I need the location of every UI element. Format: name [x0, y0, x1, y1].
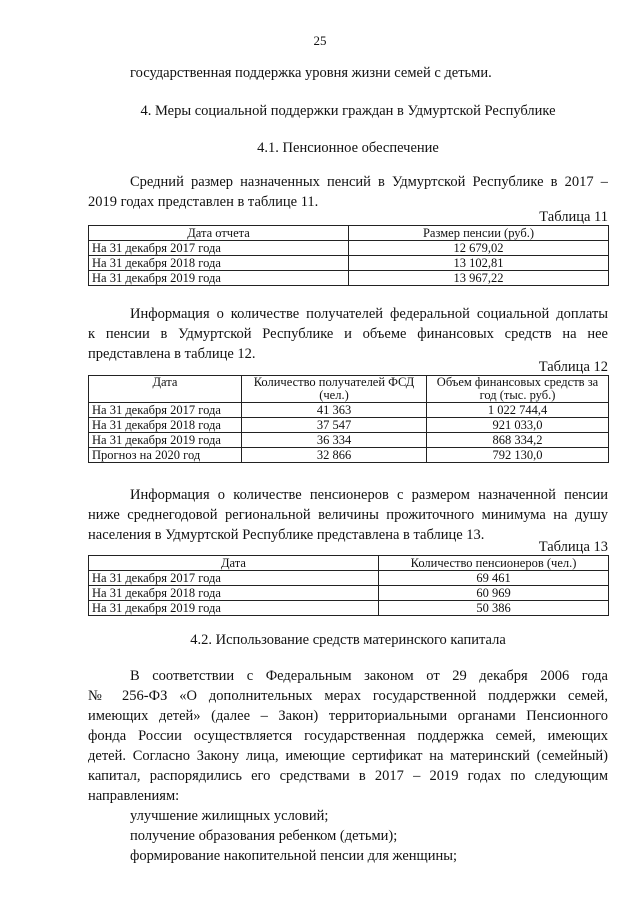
- table-cell: На 31 декабря 2017 года: [89, 403, 242, 418]
- table-12: [88, 375, 609, 463]
- table-cell: 13 102,81: [349, 256, 609, 271]
- paragraph-line: детей. Согласно Закону лица, имеющие сертификат на материнский (семейный): [88, 748, 608, 764]
- table-header: Размер пенсии (руб.): [349, 226, 609, 241]
- list-item: улучшение жилищных условий;: [130, 808, 329, 824]
- table-caption: Таблица 11: [539, 209, 608, 225]
- paragraph-fsd-info: [88, 304, 608, 364]
- paragraph-line: Средний размер назначенных пенсий в Удмуртской Республике в 2017 –: [130, 174, 608, 190]
- table-cell: 12 679,02: [349, 241, 609, 256]
- table-header-row: [89, 226, 609, 241]
- paragraph-line: к пенсии в Удмуртской Республике и объеме финансовых средств на нее: [88, 326, 608, 342]
- table-cell: 36 334: [242, 433, 427, 448]
- paragraph-line: направлениям:: [88, 788, 180, 804]
- table-cell: 37 547: [242, 418, 427, 433]
- paragraph-pensioners-info: [88, 485, 608, 545]
- table-cell: 41 363: [242, 403, 427, 418]
- paragraph-pension-average: [88, 172, 608, 212]
- table-cell: 868 334,2: [427, 433, 609, 448]
- paragraph-maternity-capital: [88, 666, 608, 806]
- directions-list: [130, 806, 608, 866]
- table-header-row: [89, 376, 609, 403]
- table-cell: 32 866: [242, 448, 427, 463]
- table-header: Дата: [89, 556, 379, 571]
- table-row: [89, 571, 609, 586]
- table-row: [89, 448, 609, 463]
- table-row: [89, 256, 609, 271]
- paragraph-line: представлена в таблице 12.: [88, 346, 256, 362]
- paragraph-line: населения в Удмуртской Республике представлена в таблице 13.: [88, 527, 485, 543]
- table-header: Дата: [89, 376, 242, 403]
- table-row: [89, 418, 609, 433]
- subsection-title: 4.2. Использование средств материнского капитала: [190, 632, 506, 648]
- list-item: формирование накопительной пенсии для женщины;: [130, 848, 457, 864]
- subsection-title: 4.1. Пенсионное обеспечение: [257, 140, 439, 156]
- paragraph-line: В соответствии с Федеральным законом от 29 декабря 2006 года: [130, 668, 608, 684]
- paragraph-line: имеющих детей» (далее – Закон) территориальными органами Пенсионного: [88, 708, 608, 724]
- table-row: [89, 433, 609, 448]
- table-cell: Прогноз на 2020 год: [89, 448, 242, 463]
- table-11: [88, 225, 609, 286]
- table-caption: Таблица 13: [538, 539, 608, 555]
- table-row: [89, 403, 609, 418]
- list-item: получение образования ребенком (детьми);: [130, 828, 398, 844]
- table-cell: На 31 декабря 2018 года: [89, 256, 349, 271]
- paragraph-line: Информация о количестве пенсионеров с размером назначенной пенсии: [130, 487, 608, 503]
- table-cell: 60 969: [379, 586, 609, 601]
- table-row: [89, 586, 609, 601]
- table-cell: На 31 декабря 2018 года: [89, 418, 242, 433]
- table-cell: На 31 декабря 2019 года: [89, 601, 379, 616]
- table-cell: На 31 декабря 2019 года: [89, 271, 349, 286]
- intro-line: государственная поддержка уровня жизни семей с детьми.: [130, 65, 492, 81]
- table-cell: На 31 декабря 2018 года: [89, 586, 379, 601]
- section-title: 4. Меры социальной поддержки граждан в Удмуртской Республике: [140, 103, 556, 119]
- table-header: Количество пенсионеров (чел.): [379, 556, 609, 571]
- paragraph-line: Информация о количестве получателей федеральной социальной доплаты: [130, 306, 608, 322]
- paragraph-line: фонда России осуществляется государственная поддержка семей, имеющих: [88, 728, 608, 744]
- table-header: Дата отчета: [89, 226, 349, 241]
- page-number: 25: [313, 33, 327, 48]
- paragraph-line: № 256-ФЗ «О дополнительных мерах государственной поддержки семей,: [88, 688, 608, 704]
- table-cell: 69 461: [379, 571, 609, 586]
- table-header: Количество получателей ФСД (чел.): [242, 376, 427, 403]
- table-cell: На 31 декабря 2017 года: [89, 571, 379, 586]
- table-row: [89, 271, 609, 286]
- table-cell: 13 967,22: [349, 271, 609, 286]
- table-cell: 50 386: [379, 601, 609, 616]
- table-cell: На 31 декабря 2017 года: [89, 241, 349, 256]
- table-row: [89, 601, 609, 616]
- table-row: [89, 241, 609, 256]
- table-13: [88, 555, 609, 616]
- table-cell: 792 130,0: [427, 448, 609, 463]
- paragraph-line: капитал, распорядились его средствами в 2017 – 2019 годах по следующим: [88, 768, 608, 784]
- table-cell: На 31 декабря 2019 года: [89, 433, 242, 448]
- table-caption: Таблица 12: [538, 359, 608, 375]
- paragraph-line: 2019 годах представлен в таблице 11.: [88, 194, 319, 210]
- table-header-row: [89, 556, 609, 571]
- paragraph-line: ниже среднегодовой региональной величины прожиточного минимума на душу: [88, 507, 608, 523]
- table-cell: 1 022 744,4: [427, 403, 609, 418]
- table-cell: 921 033,0: [427, 418, 609, 433]
- table-header: Объем финансовых средств за год (тыс. руб.): [427, 376, 609, 403]
